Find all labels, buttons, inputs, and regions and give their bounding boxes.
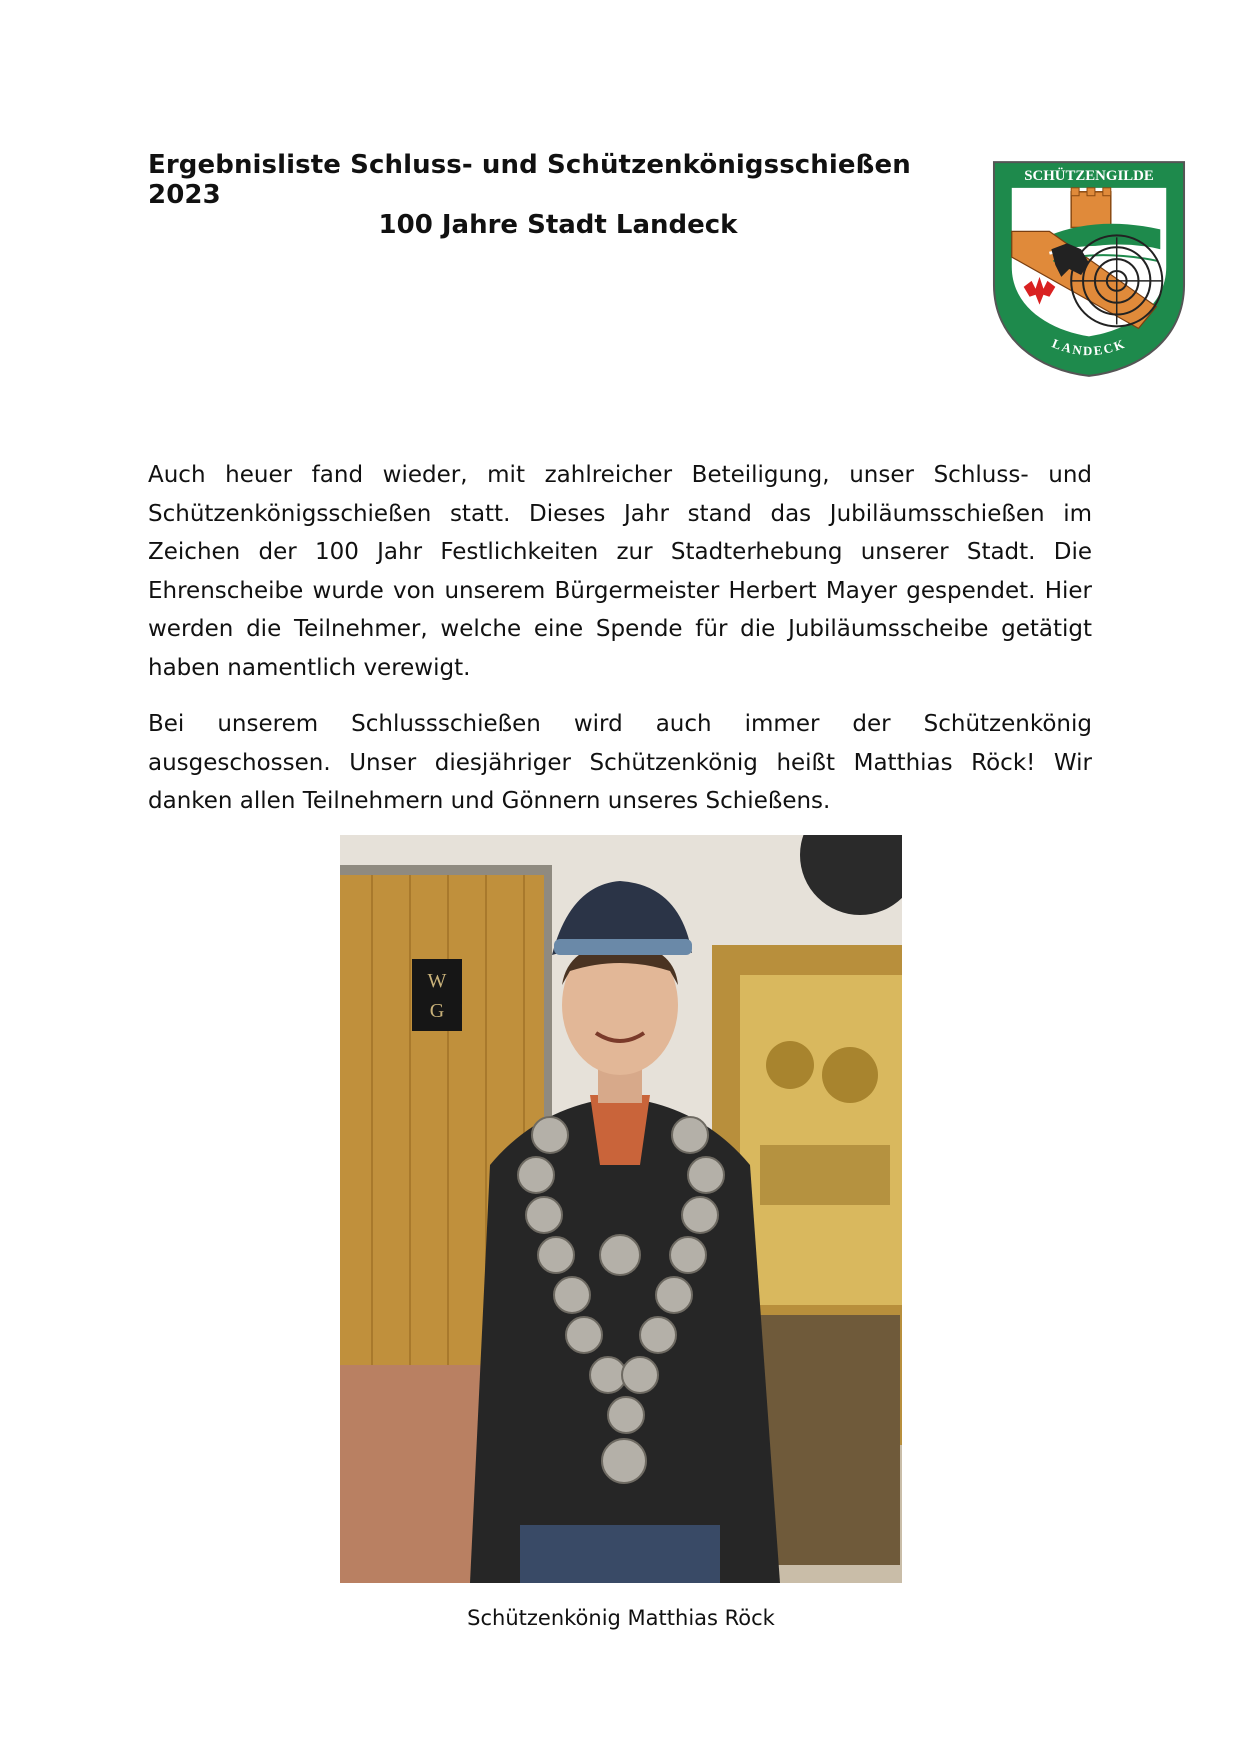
page-subtitle: 100 Jahre Stadt Landeck [378, 210, 738, 240]
photo-caption: Schützenkönig Matthias Röck [467, 1606, 775, 1630]
king-paragraph: Bei unserem Schlussschießen wird auch immer der Schützenkönig ausgeschossen. Unser diesjähriger Schützenkönig heißt Matthias Röck! Wir danken allen Teilnehmern und Gönnern unseres Schießens. [148, 711, 1092, 814]
svg-text:W: W [427, 970, 447, 992]
intro-paragraph: Auch heuer fand wieder, mit zahlreicher Beteiligung, unser Schluss- und Schützenkönigsschießen statt. Dieses Jahr stand das Jubiläumsschießen im Zeichen der 100 Jahr Festlichkeiten zur Stadterhebung unserer Stadt. Die Ehrenscheibe wurde von unserem Bürgermeister Herbert Mayer gespendet. Hier werden die Teilnehmer, welche eine Spende für die Jubiläumsscheibe getätigt haben namentlich verewigt. [148, 462, 1092, 681]
schuetzenkoenig-photo [340, 835, 902, 1583]
schuetzengilde-logo [990, 158, 1188, 380]
logo-top-text: SCHÜTZENGILDE [1024, 167, 1154, 184]
logo-bottom-text: LANDECK [1050, 336, 1128, 359]
svg-text:G: G [429, 1000, 445, 1022]
page-title: Ergebnisliste Schluss- und Schützenkönigsschießen 2023 [148, 150, 911, 210]
